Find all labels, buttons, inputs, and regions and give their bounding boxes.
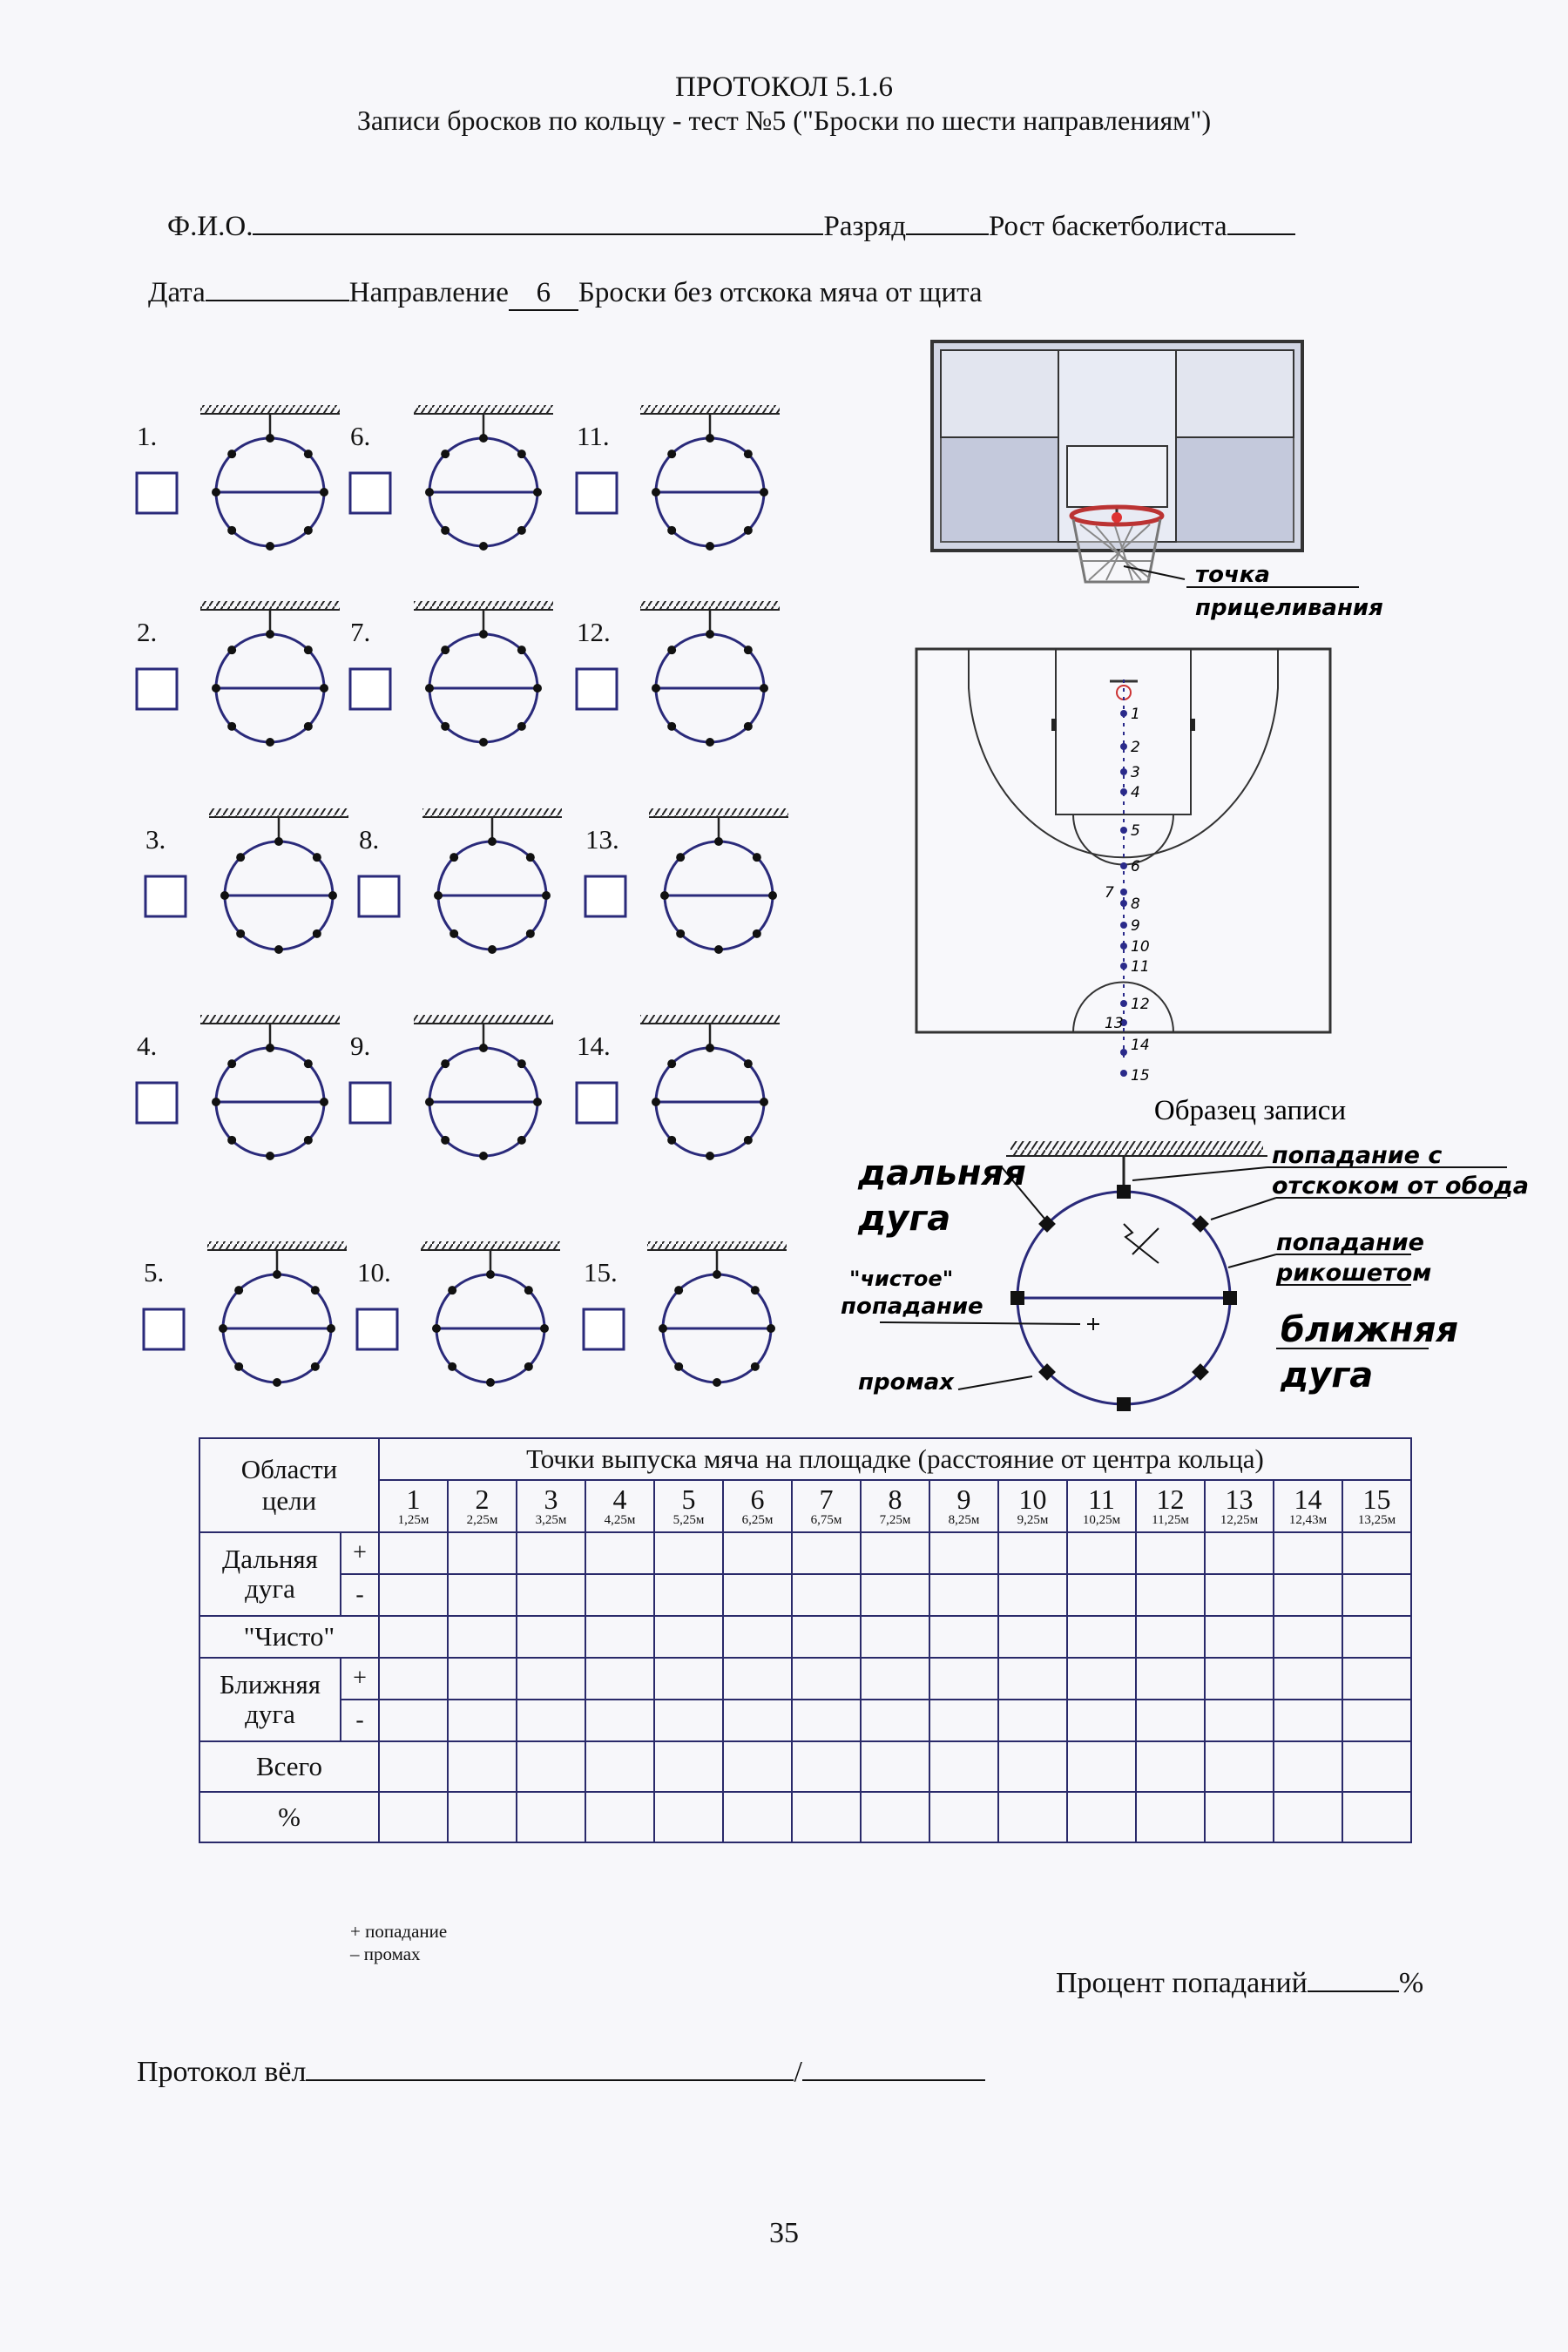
column-number: 7 bbox=[819, 1484, 834, 1515]
result-cell[interactable] bbox=[792, 1792, 861, 1842]
result-cell[interactable] bbox=[448, 1741, 517, 1792]
attempt-answer-box[interactable] bbox=[577, 1083, 617, 1123]
result-cell[interactable] bbox=[654, 1616, 723, 1658]
court-point-marker bbox=[1120, 1049, 1127, 1056]
attempt-number: 7. bbox=[350, 617, 371, 647]
result-cell[interactable] bbox=[1342, 1700, 1411, 1741]
result-cell[interactable] bbox=[585, 1616, 654, 1658]
result-cell[interactable] bbox=[448, 1658, 517, 1700]
attempt-answer-box[interactable] bbox=[357, 1309, 397, 1349]
column-header bbox=[861, 1480, 929, 1532]
result-cell[interactable] bbox=[861, 1532, 929, 1574]
column-header bbox=[1067, 1480, 1136, 1532]
attempt-answer-box[interactable] bbox=[359, 876, 399, 916]
result-cell[interactable] bbox=[379, 1532, 448, 1574]
sample-rim-hit-2: отскоком от обода bbox=[1272, 1173, 1529, 1200]
result-cell[interactable] bbox=[1136, 1792, 1205, 1842]
result-cell[interactable] bbox=[723, 1792, 792, 1842]
attempt-number: 1. bbox=[137, 421, 158, 451]
attempt-number: 14. bbox=[577, 1031, 611, 1061]
column-number: 10 bbox=[1018, 1484, 1047, 1515]
column-number: 3 bbox=[544, 1484, 558, 1515]
result-cell[interactable] bbox=[1205, 1700, 1274, 1741]
result-cell[interactable] bbox=[792, 1741, 861, 1792]
attempt-answer-box[interactable] bbox=[137, 669, 177, 709]
direction-value: 6 bbox=[509, 277, 578, 311]
court-point-marker bbox=[1120, 963, 1127, 970]
result-cell[interactable] bbox=[517, 1792, 585, 1842]
column-number: 6 bbox=[750, 1484, 765, 1515]
near-arc-label bbox=[199, 1658, 341, 1741]
attempt-ring bbox=[144, 1241, 347, 1387]
result-cell[interactable] bbox=[379, 1792, 448, 1842]
result-cell[interactable] bbox=[998, 1532, 1067, 1574]
court-point-label: 13 bbox=[1105, 1015, 1124, 1032]
result-cell[interactable] bbox=[929, 1658, 998, 1700]
total-label bbox=[199, 1741, 379, 1792]
court-point-label: 1 bbox=[1131, 706, 1140, 723]
column-number: 15 bbox=[1362, 1484, 1391, 1515]
result-cell[interactable] bbox=[1274, 1700, 1342, 1741]
result-cell[interactable] bbox=[654, 1532, 723, 1574]
result-cell[interactable] bbox=[1136, 1741, 1205, 1792]
attempt-number: 13. bbox=[585, 824, 619, 855]
areas-label-2: цели bbox=[261, 1485, 317, 1516]
result-cell[interactable] bbox=[379, 1700, 448, 1741]
result-cell[interactable] bbox=[861, 1741, 929, 1792]
column-distance: 1,25м bbox=[397, 1513, 429, 1527]
court-point-label: 9 bbox=[1131, 917, 1140, 935]
result-cell[interactable] bbox=[585, 1741, 654, 1792]
keeper-signature-field[interactable] bbox=[802, 2079, 985, 2081]
result-cell[interactable] bbox=[379, 1616, 448, 1658]
attempt-answer-box[interactable] bbox=[585, 876, 625, 916]
result-cell[interactable] bbox=[998, 1792, 1067, 1842]
court-point-label: 8 bbox=[1131, 896, 1140, 913]
result-cell[interactable] bbox=[1136, 1658, 1205, 1700]
result-cell[interactable] bbox=[1067, 1532, 1136, 1574]
result-cell[interactable] bbox=[723, 1700, 792, 1741]
column-distance: 8,25м bbox=[948, 1513, 980, 1527]
far-arc-label bbox=[199, 1532, 341, 1616]
attempt-number: 12. bbox=[577, 617, 611, 647]
areas-label-1: Области bbox=[240, 1454, 338, 1484]
result-cell[interactable] bbox=[723, 1574, 792, 1616]
result-cell[interactable] bbox=[585, 1532, 654, 1574]
page-number: 35 bbox=[769, 2217, 799, 2249]
column-number: 13 bbox=[1225, 1484, 1254, 1515]
attempt-answer-box[interactable] bbox=[577, 473, 617, 513]
court-point-marker bbox=[1120, 827, 1127, 834]
court-point-marker bbox=[1120, 900, 1127, 907]
court-point-label: 15 bbox=[1131, 1067, 1150, 1085]
rank-label: Разряд bbox=[823, 211, 906, 242]
column-distance: 6,25м bbox=[741, 1513, 774, 1527]
result-cell[interactable] bbox=[379, 1574, 448, 1616]
points-header bbox=[379, 1438, 1411, 1480]
result-cell[interactable] bbox=[723, 1532, 792, 1574]
column-number: 1 bbox=[406, 1484, 421, 1515]
attempt-number: 10. bbox=[357, 1257, 391, 1288]
sample-near-arc-2: дуга bbox=[1281, 1355, 1374, 1396]
height-label: Рост баскетболиста bbox=[989, 211, 1227, 242]
attempt-answer-box[interactable] bbox=[577, 669, 617, 709]
result-cell[interactable] bbox=[1342, 1574, 1411, 1616]
clean-label bbox=[199, 1616, 379, 1658]
result-field[interactable] bbox=[1308, 1990, 1399, 1992]
column-header bbox=[998, 1480, 1067, 1532]
result-cell[interactable] bbox=[654, 1700, 723, 1741]
points-header-text: Точки выпуска мяча на площадке (расстояние от центра кольца) bbox=[526, 1443, 1264, 1474]
column-number: 9 bbox=[956, 1484, 971, 1515]
page-title: ПРОТОКОЛ 5.1.6 bbox=[675, 71, 893, 103]
fio-label: Ф.И.О. bbox=[167, 211, 253, 242]
result-suffix: % bbox=[1398, 1967, 1424, 1999]
legend-hit: + попадание bbox=[350, 1921, 448, 1942]
result-cell[interactable] bbox=[792, 1532, 861, 1574]
attempt-answer-box[interactable] bbox=[584, 1309, 624, 1349]
court-point-marker bbox=[1120, 889, 1127, 896]
result-cell[interactable] bbox=[1067, 1700, 1136, 1741]
attempt-answer-box[interactable] bbox=[145, 876, 186, 916]
court-point-marker bbox=[1120, 788, 1127, 795]
result-cell[interactable] bbox=[1205, 1616, 1274, 1658]
attempt-ring bbox=[145, 808, 348, 954]
column-distance: 11,25м bbox=[1152, 1513, 1189, 1527]
attempt-number: 4. bbox=[137, 1031, 158, 1061]
court-point-marker bbox=[1120, 1070, 1127, 1077]
court-point-label: 4 bbox=[1131, 784, 1140, 801]
attempt-number: 9. bbox=[350, 1031, 371, 1061]
result-cell[interactable] bbox=[929, 1741, 998, 1792]
backboard-diagram bbox=[932, 341, 1359, 587]
column-distance: 13,25м bbox=[1357, 1513, 1396, 1527]
result-cell[interactable] bbox=[998, 1700, 1067, 1741]
minus-sign: - bbox=[341, 1574, 379, 1616]
result-cell[interactable] bbox=[1274, 1574, 1342, 1616]
result-cell[interactable] bbox=[654, 1658, 723, 1700]
result-cell[interactable] bbox=[517, 1616, 585, 1658]
result-cell[interactable] bbox=[723, 1616, 792, 1658]
result-cell[interactable] bbox=[998, 1616, 1067, 1658]
attempt-number: 3. bbox=[145, 824, 166, 855]
court-point-label: 7 bbox=[1105, 884, 1114, 902]
result-cell[interactable] bbox=[861, 1700, 929, 1741]
column-distance: 6,75м bbox=[810, 1513, 842, 1527]
column-distance: 12,43м bbox=[1288, 1513, 1328, 1527]
result-cell[interactable] bbox=[1342, 1616, 1411, 1658]
attempt-ring bbox=[584, 1241, 787, 1387]
result-cell[interactable] bbox=[585, 1658, 654, 1700]
throw-type: Броски без отскока мяча от щита bbox=[578, 277, 983, 308]
near-arc-label-2: дуга bbox=[245, 1699, 295, 1729]
result-cell[interactable] bbox=[379, 1741, 448, 1792]
near-arc-label-1: Ближняя bbox=[220, 1669, 321, 1700]
column-header bbox=[929, 1480, 998, 1532]
result-cell[interactable] bbox=[1136, 1532, 1205, 1574]
attempt-ring bbox=[577, 601, 780, 747]
result-cell[interactable] bbox=[1274, 1792, 1342, 1842]
result-cell[interactable] bbox=[929, 1574, 998, 1616]
attempt-number: 8. bbox=[359, 824, 380, 855]
column-header bbox=[517, 1480, 585, 1532]
attempt-answer-box[interactable] bbox=[137, 1083, 177, 1123]
keeper-label: Протокол вёл bbox=[137, 2056, 307, 2088]
sample-far-arc-2: дуга bbox=[858, 1199, 951, 1239]
column-header bbox=[723, 1480, 792, 1532]
column-header bbox=[585, 1480, 654, 1532]
column-distance: 4,25м bbox=[604, 1513, 636, 1527]
result-cell[interactable] bbox=[723, 1741, 792, 1792]
minus-sign: - bbox=[341, 1700, 379, 1741]
attempt-ring bbox=[137, 405, 340, 551]
result-cell[interactable] bbox=[1136, 1616, 1205, 1658]
column-header bbox=[654, 1480, 723, 1532]
court-point-label: 2 bbox=[1131, 739, 1140, 756]
attempt-ring bbox=[350, 405, 553, 551]
attempt-answer-box[interactable] bbox=[137, 473, 177, 513]
result-cell[interactable] bbox=[1342, 1792, 1411, 1842]
attempt-ring bbox=[577, 1015, 780, 1160]
column-header bbox=[379, 1480, 448, 1532]
court-point-label: 3 bbox=[1131, 764, 1140, 781]
column-distance: 7,25м bbox=[879, 1513, 911, 1527]
result-cell[interactable] bbox=[654, 1574, 723, 1616]
column-header bbox=[448, 1480, 517, 1532]
sample-title: Образец записи bbox=[1153, 1095, 1347, 1126]
column-distance: 2,25м bbox=[466, 1513, 498, 1527]
keeper-name-field[interactable] bbox=[306, 2079, 794, 2081]
column-header bbox=[1342, 1480, 1411, 1532]
result-line bbox=[1056, 1967, 1423, 2000]
clean-label-text: "Чисто" bbox=[243, 1621, 335, 1652]
column-header bbox=[1136, 1480, 1205, 1532]
plus-sign: + bbox=[341, 1532, 379, 1574]
result-cell[interactable] bbox=[1274, 1658, 1342, 1700]
attempt-ring bbox=[585, 808, 788, 954]
sample-clean-1: "чистое" bbox=[849, 1267, 954, 1291]
court-point-label: 14 bbox=[1131, 1037, 1150, 1054]
result-cell[interactable] bbox=[448, 1574, 517, 1616]
column-number: 12 bbox=[1156, 1484, 1185, 1515]
result-cell[interactable] bbox=[1067, 1792, 1136, 1842]
column-distance: 12,25м bbox=[1220, 1513, 1259, 1527]
sample-clean-2: попадание bbox=[841, 1294, 983, 1320]
result-cell[interactable] bbox=[723, 1658, 792, 1700]
legend bbox=[350, 1920, 447, 1965]
keeper-slash: / bbox=[794, 2056, 802, 2088]
court-point-marker bbox=[1120, 922, 1127, 929]
attempt-ring bbox=[137, 601, 340, 747]
result-cell[interactable] bbox=[1205, 1741, 1274, 1792]
result-cell[interactable] bbox=[998, 1574, 1067, 1616]
result-cell[interactable] bbox=[1342, 1658, 1411, 1700]
column-number: 8 bbox=[888, 1484, 902, 1515]
result-cell[interactable] bbox=[448, 1616, 517, 1658]
sample-near-arc-1: ближняя bbox=[1281, 1310, 1459, 1350]
result-cell[interactable] bbox=[448, 1792, 517, 1842]
attempt-answer-box[interactable] bbox=[350, 473, 390, 513]
attempt-number: 11. bbox=[577, 421, 610, 451]
column-header bbox=[792, 1480, 861, 1532]
court-point-marker bbox=[1120, 768, 1127, 775]
result-cell[interactable] bbox=[1067, 1741, 1136, 1792]
sample-ricochet-2: рикошетом bbox=[1276, 1260, 1432, 1287]
court-point-marker bbox=[1120, 862, 1127, 869]
far-arc-label-2: дуга bbox=[245, 1573, 295, 1604]
result-cell[interactable] bbox=[517, 1574, 585, 1616]
column-number: 11 bbox=[1088, 1484, 1115, 1515]
column-header bbox=[1274, 1480, 1342, 1532]
result-cell[interactable] bbox=[1274, 1532, 1342, 1574]
result-cell[interactable] bbox=[1205, 1532, 1274, 1574]
result-cell[interactable] bbox=[1205, 1658, 1274, 1700]
attempt-ring bbox=[357, 1241, 560, 1387]
result-cell[interactable] bbox=[1205, 1792, 1274, 1842]
result-cell[interactable] bbox=[654, 1792, 723, 1842]
result-cell[interactable] bbox=[792, 1574, 861, 1616]
column-number: 14 bbox=[1294, 1484, 1322, 1515]
attempt-number: 6. bbox=[350, 421, 371, 451]
result-cell[interactable] bbox=[1342, 1532, 1411, 1574]
sample-far-arc-1: дальняя bbox=[858, 1153, 1026, 1193]
result-cell[interactable] bbox=[448, 1532, 517, 1574]
result-cell[interactable] bbox=[448, 1700, 517, 1741]
result-cell[interactable] bbox=[861, 1792, 929, 1842]
result-cell[interactable] bbox=[792, 1658, 861, 1700]
court-point-label: 10 bbox=[1131, 938, 1150, 956]
attempt-answer-box[interactable] bbox=[144, 1309, 184, 1349]
result-cell[interactable] bbox=[1274, 1616, 1342, 1658]
attempt-number: 5. bbox=[144, 1257, 165, 1288]
result-cell[interactable] bbox=[929, 1616, 998, 1658]
result-cell[interactable] bbox=[654, 1741, 723, 1792]
attempt-ring bbox=[577, 405, 780, 551]
attempt-number: 15. bbox=[584, 1257, 618, 1288]
result-cell[interactable] bbox=[1067, 1574, 1136, 1616]
court-point-marker bbox=[1120, 743, 1127, 750]
result-cell[interactable] bbox=[929, 1792, 998, 1842]
court-point-marker bbox=[1120, 1000, 1127, 1007]
result-cell[interactable] bbox=[585, 1700, 654, 1741]
sample-rim-hit-1: попадание с bbox=[1272, 1142, 1443, 1169]
column-header bbox=[1205, 1480, 1274, 1532]
sample-ricochet-1: попадание bbox=[1276, 1229, 1424, 1256]
page-subtitle: Записи бросков по кольцу - тест №5 ("Броски по шести направлениям") bbox=[356, 105, 1212, 136]
attempt-number: 2. bbox=[137, 617, 158, 647]
result-cell[interactable] bbox=[929, 1532, 998, 1574]
attempt-answer-box[interactable] bbox=[350, 1083, 390, 1123]
column-distance: 3,25м bbox=[535, 1513, 567, 1527]
result-cell[interactable] bbox=[1136, 1700, 1205, 1741]
column-distance: 5,25м bbox=[672, 1513, 705, 1527]
court-point-label: 12 bbox=[1131, 996, 1150, 1013]
result-cell[interactable] bbox=[998, 1741, 1067, 1792]
attempt-ring bbox=[359, 808, 562, 954]
court-point-label: 6 bbox=[1131, 858, 1140, 875]
sample-miss: промах bbox=[858, 1369, 955, 1396]
aim-label-2: прицеливания bbox=[1195, 595, 1383, 621]
areas-header bbox=[199, 1438, 379, 1532]
legend-miss: – промах bbox=[350, 1943, 421, 1964]
result-cell[interactable] bbox=[1205, 1574, 1274, 1616]
date-label: Дата bbox=[148, 277, 206, 308]
attempt-ring bbox=[350, 1015, 553, 1160]
result-cell[interactable] bbox=[585, 1574, 654, 1616]
result-cell[interactable] bbox=[929, 1700, 998, 1741]
attempt-rings bbox=[137, 405, 788, 1387]
result-cell[interactable] bbox=[861, 1616, 929, 1658]
result-label: Процент попаданий bbox=[1056, 1967, 1308, 1999]
result-cell[interactable] bbox=[998, 1658, 1067, 1700]
result-cell[interactable] bbox=[517, 1741, 585, 1792]
court-point-marker bbox=[1120, 710, 1127, 717]
result-cell[interactable] bbox=[517, 1532, 585, 1574]
result-cell[interactable] bbox=[792, 1700, 861, 1741]
court-point-marker bbox=[1120, 943, 1127, 950]
percent-label bbox=[199, 1792, 379, 1842]
result-cell[interactable] bbox=[1342, 1741, 1411, 1792]
result-cell[interactable] bbox=[379, 1658, 448, 1700]
aim-label-1: точка bbox=[1195, 562, 1270, 588]
percent-label-text: % bbox=[278, 1801, 301, 1832]
column-number: 4 bbox=[612, 1484, 627, 1515]
attempt-ring bbox=[350, 601, 553, 747]
result-cell[interactable] bbox=[1067, 1658, 1136, 1700]
result-cell[interactable] bbox=[585, 1792, 654, 1842]
keeper-line bbox=[137, 2056, 985, 2089]
attempt-answer-box[interactable] bbox=[350, 669, 390, 709]
result-cell[interactable] bbox=[1274, 1741, 1342, 1792]
results-table bbox=[199, 1437, 1412, 1843]
attempt-ring bbox=[137, 1015, 340, 1160]
result-cell[interactable] bbox=[861, 1658, 929, 1700]
column-distance: 9,25м bbox=[1017, 1513, 1049, 1527]
column-number: 2 bbox=[475, 1484, 490, 1515]
result-cell[interactable] bbox=[517, 1700, 585, 1741]
result-cell[interactable] bbox=[1067, 1616, 1136, 1658]
court-point-label: 5 bbox=[1131, 822, 1140, 840]
result-cell[interactable] bbox=[1136, 1574, 1205, 1616]
total-label-text: Всего bbox=[255, 1751, 323, 1781]
result-cell[interactable] bbox=[861, 1574, 929, 1616]
column-number: 5 bbox=[681, 1484, 696, 1515]
result-cell[interactable] bbox=[792, 1616, 861, 1658]
far-arc-label-1: Дальняя bbox=[222, 1544, 318, 1574]
plus-sign: + bbox=[341, 1658, 379, 1700]
result-cell[interactable] bbox=[517, 1658, 585, 1700]
court-point-label: 11 bbox=[1131, 958, 1150, 976]
direction-label: Направление bbox=[348, 277, 509, 308]
column-distance: 10,25м bbox=[1082, 1513, 1121, 1527]
